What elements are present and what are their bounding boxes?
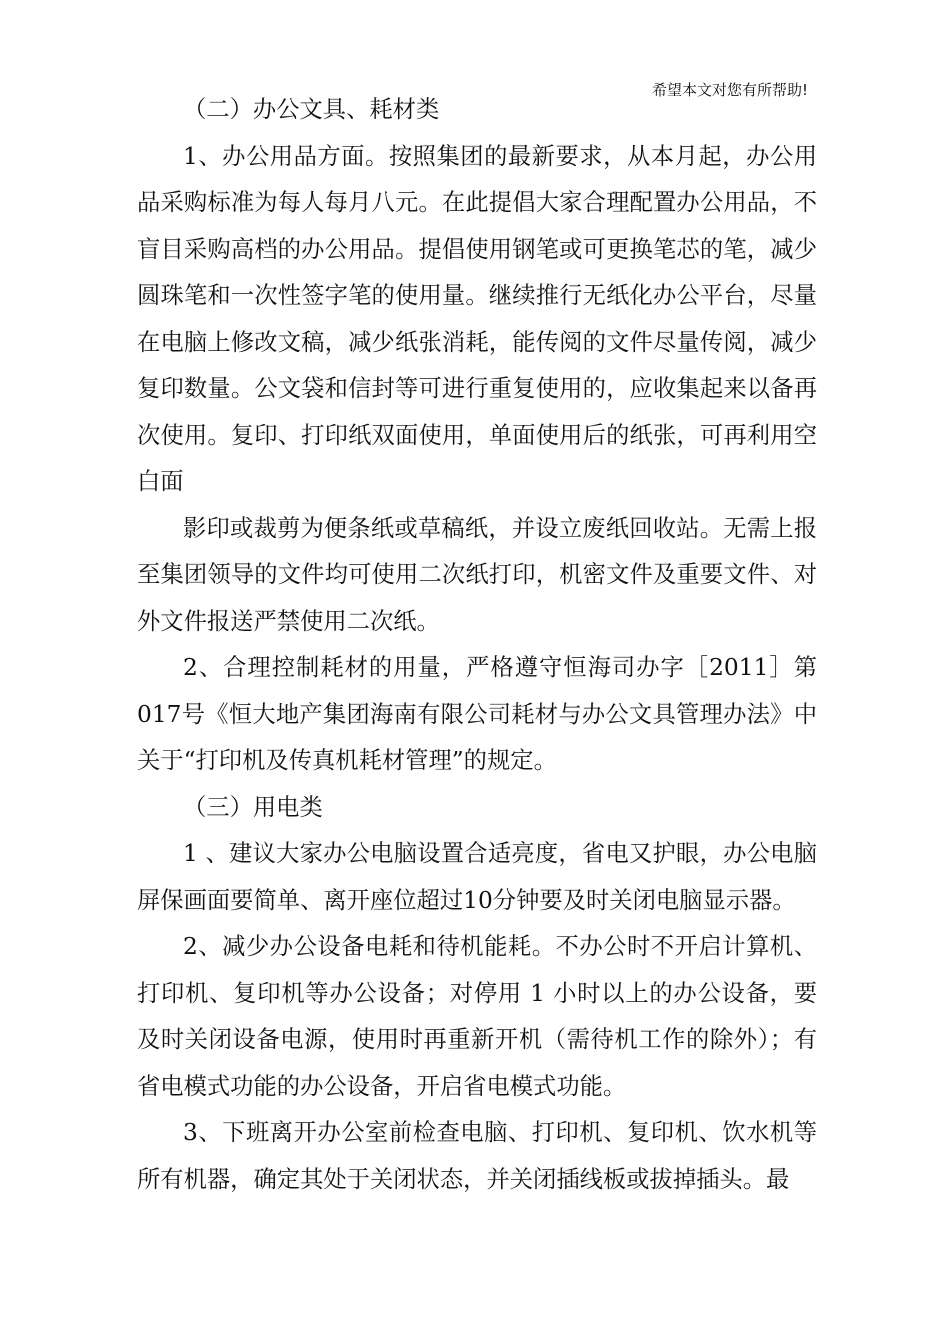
paragraph-office-supplies-2: 2、合理控制耗材的用量，严格遵守恒海司办字［2011］第017号《恒大地产集团海南有限公司耗材与办公文具管理办法》中关于“打印机及传真机耗材管理”的规定。 xyxy=(137,654,817,774)
paragraph-office-supplies-1: 1、办公用品方面。按照集团的最新要求，从本月起，办公用品采购标准为每人每月八元。在此提倡大家合理配置办公用品，不盲目采购高档的办公用品。提倡使用钢笔或可更换笔芯的笔，减少圆珠笔和一次性签字笔的使用量。继续推行无纸化办公平台，尽量在电脑上修改文稿，减少纸张消耗，能传阅的文件尽量传阅，减少复印数量。公文袋和信封等可进行重复使用的，应收集起来以备再次使用。复印、打印纸双面使用，单面使用后的纸张，可再利用空白面 xyxy=(137,142,817,495)
paragraph-electricity-3: 3、下班离开办公室前检查电脑、打印机、复印机、饮水机等所有机器，确定其处于关闭状态，并关闭插线板或拔掉插头。最 xyxy=(137,1119,817,1193)
paragraph-electricity-2: 2、减少办公设备电耗和待机能耗。不办公时不开启计算机、打印机、复印机等办公设备；对停用 1 小时以上的办公设备，要及时关闭设备电源，使用时再重新开机（需待机工作的除外）；有省电模式功能的办公设备，开启省电模式功能。 xyxy=(137,933,817,1100)
document-body xyxy=(137,87,817,1203)
header-note: 希望本文对您有所帮助! xyxy=(652,81,809,99)
paragraph-office-supplies-1-continued: 影印或裁剪为便条纸或草稿纸，并设立废纸回收站。无需上报至集团领导的文件均可使用二次纸打印，机密文件及重要文件、对外文件报送严禁使用二次纸。 xyxy=(137,514,817,635)
paragraph-electricity-1: 1 、建议大家办公电脑设置合适亮度，省电又护眼，办公电脑屏保画面要简单、离开座位超过10分钟要及时关闭电脑显示器。 xyxy=(137,840,817,914)
section-heading-office-supplies: （二）办公文具、耗材类 xyxy=(183,96,440,123)
section-heading-electricity: （三）用电类 xyxy=(183,793,323,821)
